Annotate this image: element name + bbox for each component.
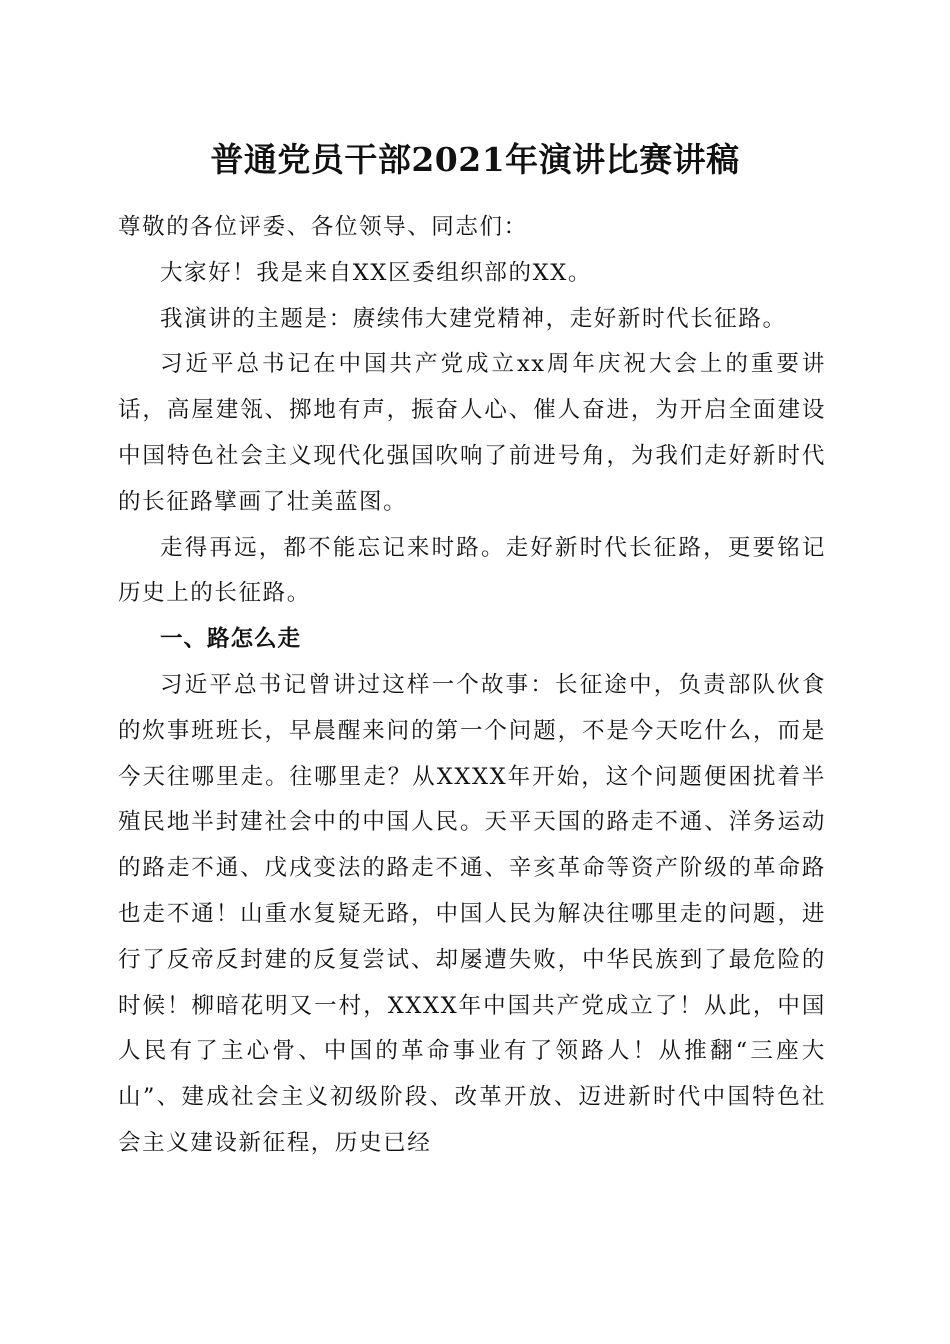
paragraph-greeting: 大家好！我是来自XX区委组织部的XX。 [160, 259, 592, 286]
document-title: 普通党员干部2021年演讲比赛讲稿 [210, 140, 740, 179]
paragraph-remember-history: 走得再远，都不能忘记来时路。走好新时代长征路，更要铭记历史上的长征路。 [118, 534, 826, 607]
paragraph-section-one: 习近平总书记曾讲过这样一个故事：长征途中，负责部队伙食的炊事班班长，早晨醒来问的第一个问题，不是今天吃什么，而是今天往哪里走。往哪里走？从XXXX年开始，这个问题便困扰着半殖民地半封建社会中的中国人民。天平天国的路走不通、洋务运动的路走不通、戊戌变法的路走不通、辛亥革命等资产阶级的革命路也走不通！山重水复疑无路，中国人民为解决往哪里走的问题，进行了反帝反封建的反复尝试、却屡遭失败，中华民族到了最危险的时候！柳暗花明又一村，XXXX年中国共产党成立了！从此，中国人民有了主心骨、中国的革命事业有了领路人！从推翻“三座大山”、建成社会主义初级阶段、改革开放、迈进新时代中国特色社会主义建设新征程，历史已经 [118, 671, 826, 1156]
document-body [118, 205, 826, 1167]
section-heading: 一、路怎么走 [160, 626, 302, 653]
paragraph-theme: 我演讲的主题是：赓续伟大建党精神，走好新时代长征路。 [160, 305, 787, 332]
paragraph-speech-context: 习近平总书记在中国共产党成立xx周年庆祝大会上的重要讲话，高屋建瓴、掷地有声，振奋人心、催人奋进，为开启全面建设中国特色社会主义现代化强国吹响了前进号角，为我们走好新时代的长征路擘画了壮美蓝图。 [118, 351, 826, 515]
salutation: 尊敬的各位评委、各位领导、同志们： [118, 214, 528, 240]
